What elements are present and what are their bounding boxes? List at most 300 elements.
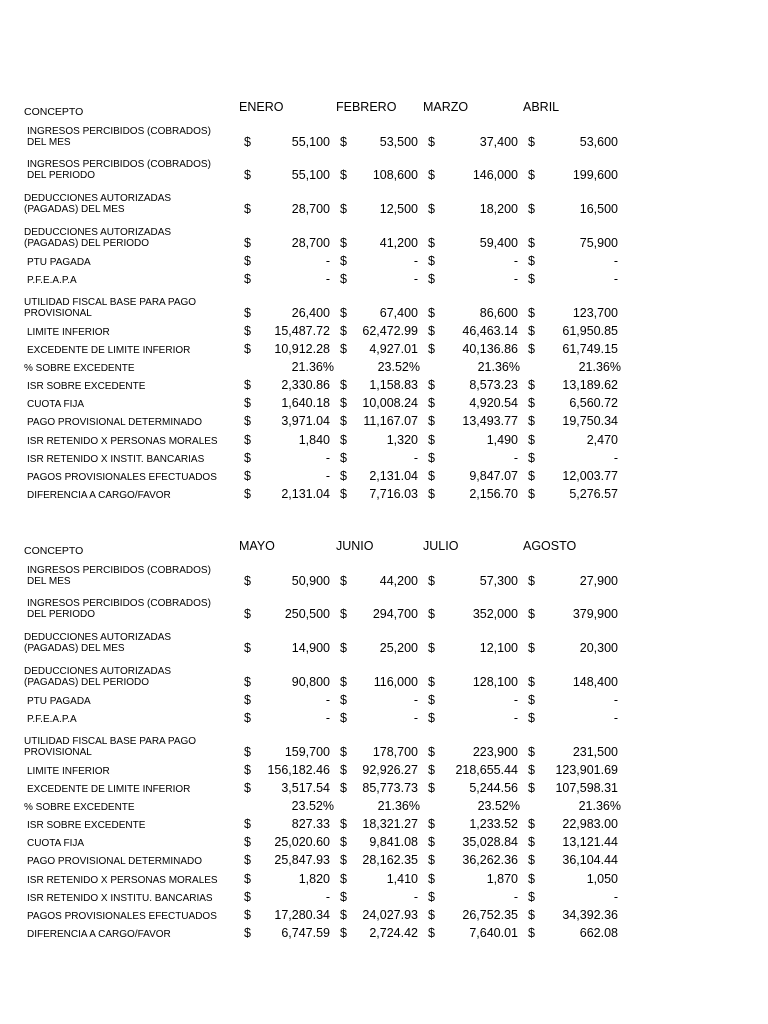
- currency-symbol: $: [428, 745, 435, 759]
- cell-value: 2,470: [586, 433, 618, 447]
- cell-value: -: [413, 711, 418, 725]
- currency-symbol: $: [244, 306, 251, 320]
- currency-symbol: $: [340, 396, 347, 410]
- currency-symbol: $: [340, 872, 347, 886]
- currency-symbol: $: [340, 324, 347, 338]
- currency-symbol: $: [244, 378, 251, 392]
- currency-symbol: $: [244, 254, 251, 268]
- cell-value: 15,487.72: [274, 324, 330, 338]
- cell-value: 250,500: [284, 607, 330, 621]
- currency-symbol: $: [428, 781, 435, 795]
- currency-symbol: $: [340, 433, 347, 447]
- cell-value: 116,000: [373, 675, 418, 689]
- currency-symbol: $: [528, 872, 535, 886]
- row-label: % SOBRE EXCEDENTE: [24, 363, 135, 374]
- currency-symbol: $: [428, 202, 435, 216]
- cell-value: 1,410: [386, 872, 418, 886]
- month-header: ABRIL: [523, 100, 560, 114]
- currency-symbol: $: [528, 853, 535, 867]
- cell-value: 18,321.27: [362, 817, 418, 831]
- cell-value: 7,640.01: [469, 926, 518, 940]
- cell-value: 1,050: [586, 872, 618, 886]
- cell-value: 27,900: [579, 574, 618, 588]
- currency-symbol: $: [340, 641, 347, 655]
- cell-value: 1,158.83: [369, 378, 418, 392]
- currency-symbol: $: [340, 306, 347, 320]
- cell-value: 352,000: [472, 607, 518, 621]
- currency-symbol: $: [528, 378, 535, 392]
- cell-value: -: [325, 711, 330, 725]
- cell-value: 35,028.84: [462, 835, 518, 849]
- currency-symbol: $: [340, 342, 347, 356]
- cell-value: 14,900: [291, 641, 330, 655]
- cell-value: 148,400: [572, 675, 618, 689]
- row-label: PAGO PROVISIONAL DETERMINADO: [27, 417, 203, 428]
- currency-symbol: $: [244, 487, 251, 501]
- currency-symbol: $: [428, 469, 435, 483]
- currency-symbol: $: [428, 414, 435, 428]
- cell-value: 50,900: [291, 574, 330, 588]
- cell-value: 108,600: [372, 168, 418, 182]
- cell-value: 41,200: [379, 236, 418, 250]
- currency-symbol: $: [340, 487, 347, 501]
- currency-symbol: $: [340, 135, 347, 149]
- cell-value: 37,400: [479, 135, 518, 149]
- currency-symbol: $: [244, 574, 251, 588]
- currency-symbol: $: [244, 675, 251, 689]
- cell-value: 13,121.44: [562, 835, 618, 849]
- cell-value: 16,500: [579, 202, 618, 216]
- currency-symbol: $: [528, 135, 535, 149]
- currency-symbol: $: [528, 469, 535, 483]
- cell-value: 4,927.01: [369, 342, 418, 356]
- currency-symbol: $: [244, 763, 251, 777]
- row-label: DIFERENCIA A CARGO/FAVOR: [27, 490, 171, 501]
- row-label: ISR RETENIDO X INSTITU. BANCARIAS: [27, 893, 213, 904]
- cell-value: 827.33: [291, 817, 330, 831]
- concepto-header: CONCEPTO: [24, 106, 84, 118]
- cell-value: -: [613, 254, 618, 268]
- currency-symbol: $: [340, 711, 347, 725]
- currency-symbol: $: [428, 574, 435, 588]
- cell-value: 12,500: [379, 202, 418, 216]
- cell-value: 2,131.04: [369, 469, 418, 483]
- percent-value: 23.52%: [291, 799, 334, 813]
- cell-value: 7,716.03: [369, 487, 418, 501]
- cell-value: 6,560.72: [569, 396, 618, 410]
- currency-symbol: $: [340, 202, 347, 216]
- currency-symbol: $: [340, 168, 347, 182]
- cell-value: -: [513, 890, 518, 904]
- currency-symbol: $: [244, 641, 251, 655]
- row-label: PAGOS PROVISIONALES EFECTUADOS: [27, 911, 217, 922]
- row-label: DEDUCCIONES AUTORIZADAS (PAGADAS) DEL PERIODO: [24, 666, 172, 688]
- currency-symbol: $: [244, 872, 251, 886]
- cell-value: 2,131.04: [281, 487, 330, 501]
- cell-value: 11,167.07: [363, 414, 418, 428]
- cell-value: 4,920.54: [469, 396, 518, 410]
- row-label: EXCEDENTE DE LIMITE INFERIOR: [27, 784, 191, 795]
- cell-value: 1,840: [298, 433, 330, 447]
- currency-symbol: $: [428, 890, 435, 904]
- currency-symbol: $: [428, 306, 435, 320]
- row-label: DEDUCCIONES AUTORIZADAS (PAGADAS) DEL MES: [24, 193, 172, 215]
- cell-value: -: [513, 693, 518, 707]
- percent-value: 21.36%: [291, 360, 334, 374]
- cell-value: -: [613, 272, 618, 286]
- cell-value: 3,517.54: [281, 781, 330, 795]
- cell-value: 36,104.44: [562, 853, 618, 867]
- currency-symbol: $: [428, 763, 435, 777]
- cell-value: 55,100: [291, 135, 330, 149]
- currency-symbol: $: [428, 926, 435, 940]
- currency-symbol: $: [340, 926, 347, 940]
- cell-value: 8,573.23: [469, 378, 518, 392]
- currency-symbol: $: [428, 324, 435, 338]
- currency-symbol: $: [340, 763, 347, 777]
- cell-value: 218,655.44: [455, 763, 518, 777]
- cell-value: 55,100: [291, 168, 330, 182]
- cell-value: 61,950.85: [562, 324, 618, 338]
- cell-value: 40,136.86: [462, 342, 518, 356]
- row-label: INGRESOS PERCIBIDOS (COBRADOS) DEL MES: [27, 126, 211, 148]
- currency-symbol: $: [528, 306, 535, 320]
- currency-symbol: $: [528, 607, 535, 621]
- currency-symbol: $: [528, 324, 535, 338]
- currency-symbol: $: [340, 853, 347, 867]
- currency-symbol: $: [244, 835, 251, 849]
- cell-value: 107,598.31: [555, 781, 618, 795]
- cell-value: 1,490: [486, 433, 518, 447]
- currency-symbol: $: [244, 202, 251, 216]
- currency-symbol: $: [528, 433, 535, 447]
- currency-symbol: $: [340, 890, 347, 904]
- table-header-row: [0, 102, 768, 122]
- currency-symbol: $: [428, 236, 435, 250]
- currency-symbol: $: [428, 693, 435, 707]
- currency-symbol: $: [244, 451, 251, 465]
- cell-value: 25,200: [379, 641, 418, 655]
- currency-symbol: $: [428, 135, 435, 149]
- currency-symbol: $: [340, 745, 347, 759]
- currency-symbol: $: [340, 908, 347, 922]
- cell-value: 5,276.57: [569, 487, 618, 501]
- currency-symbol: $: [244, 396, 251, 410]
- cell-value: 85,773.73: [362, 781, 418, 795]
- row-label: LIMITE INFERIOR: [27, 327, 110, 338]
- cell-value: -: [613, 451, 618, 465]
- cell-value: 22,983.00: [562, 817, 618, 831]
- currency-symbol: $: [340, 378, 347, 392]
- cell-value: 25,020.60: [274, 835, 330, 849]
- row-label: INGRESOS PERCIBIDOS (COBRADOS) DEL MES: [27, 565, 211, 587]
- cell-value: 1,640.18: [281, 396, 330, 410]
- currency-symbol: $: [244, 324, 251, 338]
- currency-symbol: $: [528, 254, 535, 268]
- row-label: ISR RETENIDO X PERSONAS MORALES: [27, 436, 218, 447]
- currency-symbol: $: [244, 908, 251, 922]
- cell-value: -: [413, 890, 418, 904]
- cell-value: 1,870: [486, 872, 518, 886]
- row-label: INGRESOS PERCIBIDOS (COBRADOS) DEL PERIODO: [27, 598, 211, 620]
- cell-value: -: [513, 451, 518, 465]
- cell-value: 146,000: [472, 168, 518, 182]
- cell-value: 24,027.93: [362, 908, 418, 922]
- currency-symbol: $: [528, 168, 535, 182]
- percent-value: 23.52%: [377, 360, 420, 374]
- cell-value: 1,820: [298, 872, 330, 886]
- currency-symbol: $: [428, 817, 435, 831]
- currency-symbol: $: [528, 693, 535, 707]
- cell-value: 123,700: [572, 306, 618, 320]
- cell-value: -: [325, 693, 330, 707]
- percent-value: 23.52%: [477, 799, 520, 813]
- percent-value: 21.36%: [477, 360, 520, 374]
- currency-symbol: $: [428, 835, 435, 849]
- currency-symbol: $: [428, 254, 435, 268]
- cell-value: 46,463.14: [462, 324, 518, 338]
- currency-symbol: $: [528, 817, 535, 831]
- currency-symbol: $: [244, 781, 251, 795]
- month-header: AGOSTO: [523, 539, 577, 553]
- currency-symbol: $: [340, 817, 347, 831]
- currency-symbol: $: [428, 853, 435, 867]
- cell-value: -: [325, 451, 330, 465]
- currency-symbol: $: [528, 487, 535, 501]
- month-header: JUNIO: [336, 539, 374, 553]
- cell-value: -: [613, 890, 618, 904]
- currency-symbol: $: [428, 711, 435, 725]
- cell-value: 18,200: [479, 202, 518, 216]
- cell-value: 9,841.08: [369, 835, 418, 849]
- cell-value: 67,400: [379, 306, 418, 320]
- currency-symbol: $: [528, 414, 535, 428]
- month-header: FEBRERO: [336, 100, 397, 114]
- cell-value: -: [513, 711, 518, 725]
- currency-symbol: $: [340, 272, 347, 286]
- currency-symbol: $: [528, 641, 535, 655]
- cell-value: -: [325, 890, 330, 904]
- cell-value: 25,847.93: [274, 853, 330, 867]
- cell-value: 223,900: [472, 745, 518, 759]
- currency-symbol: $: [528, 781, 535, 795]
- currency-symbol: $: [340, 414, 347, 428]
- cell-value: 53,500: [379, 135, 418, 149]
- currency-symbol: $: [244, 168, 251, 182]
- currency-symbol: $: [428, 908, 435, 922]
- currency-symbol: $: [244, 414, 251, 428]
- table-header-row: [0, 541, 768, 561]
- cell-value: 26,400: [291, 306, 330, 320]
- currency-symbol: $: [528, 890, 535, 904]
- month-header: MAYO: [239, 539, 275, 553]
- currency-symbol: $: [244, 342, 251, 356]
- cell-value: 662.08: [579, 926, 618, 940]
- month-header: ENERO: [239, 100, 284, 114]
- cell-value: 231,500: [572, 745, 618, 759]
- cell-value: -: [325, 469, 330, 483]
- currency-symbol: $: [340, 254, 347, 268]
- currency-symbol: $: [428, 487, 435, 501]
- currency-symbol: $: [340, 675, 347, 689]
- concepto-header: CONCEPTO: [24, 545, 84, 557]
- cell-value: -: [413, 451, 418, 465]
- row-label: ISR RETENIDO X INSTIT. BANCARIAS: [27, 454, 205, 465]
- cell-value: 28,700: [291, 236, 330, 250]
- cell-value: 92,926.27: [362, 763, 418, 777]
- currency-symbol: $: [340, 693, 347, 707]
- currency-symbol: $: [528, 272, 535, 286]
- cell-value: 13,493.77: [462, 414, 518, 428]
- currency-symbol: $: [244, 745, 251, 759]
- cell-value: 2,330.86: [281, 378, 330, 392]
- currency-symbol: $: [428, 675, 435, 689]
- currency-symbol: $: [528, 342, 535, 356]
- row-label: % SOBRE EXCEDENTE: [24, 802, 135, 813]
- cell-value: 61,749.15: [562, 342, 618, 356]
- currency-symbol: $: [340, 835, 347, 849]
- cell-value: 2,156.70: [469, 487, 518, 501]
- row-label: PAGO PROVISIONAL DETERMINADO: [27, 856, 203, 867]
- cell-value: 199,600: [572, 168, 618, 182]
- cell-value: 20,300: [579, 641, 618, 655]
- currency-symbol: $: [340, 469, 347, 483]
- currency-symbol: $: [244, 890, 251, 904]
- cell-value: 59,400: [479, 236, 518, 250]
- cell-value: -: [413, 693, 418, 707]
- row-label: INGRESOS PERCIBIDOS (COBRADOS) DEL PERIODO: [27, 159, 211, 181]
- cell-value: 12,100: [479, 641, 518, 655]
- cell-value: 1,233.52: [469, 817, 518, 831]
- cell-value: -: [613, 711, 618, 725]
- cell-value: 36,262.36: [462, 853, 518, 867]
- row-label: UTILIDAD FISCAL BASE PARA PAGO PROVISIONAL: [24, 736, 197, 758]
- currency-symbol: $: [244, 272, 251, 286]
- cell-value: -: [413, 254, 418, 268]
- cell-value: 294,700: [372, 607, 418, 621]
- cell-value: 86,600: [479, 306, 518, 320]
- percent-value: 21.36%: [578, 799, 621, 813]
- cell-value: 34,392.36: [562, 908, 618, 922]
- currency-symbol: $: [244, 236, 251, 250]
- cell-value: 10,912.28: [274, 342, 330, 356]
- percent-value: 21.36%: [377, 799, 420, 813]
- cell-value: 17,280.34: [274, 908, 330, 922]
- currency-symbol: $: [528, 908, 535, 922]
- cell-value: 44,200: [379, 574, 418, 588]
- currency-symbol: $: [528, 675, 535, 689]
- cell-value: -: [325, 272, 330, 286]
- cell-value: 178,700: [372, 745, 418, 759]
- cell-value: 75,900: [579, 236, 618, 250]
- cell-value: 57,300: [479, 574, 518, 588]
- currency-symbol: $: [340, 607, 347, 621]
- row-label: ISR RETENIDO X PERSONAS MORALES: [27, 875, 218, 886]
- currency-symbol: $: [340, 574, 347, 588]
- cell-value: 123,901.69: [555, 763, 618, 777]
- currency-symbol: $: [528, 745, 535, 759]
- cell-value: 6,747.59: [281, 926, 330, 940]
- currency-symbol: $: [428, 378, 435, 392]
- currency-symbol: $: [528, 236, 535, 250]
- cell-value: 28,700: [291, 202, 330, 216]
- currency-symbol: $: [244, 853, 251, 867]
- currency-symbol: $: [244, 711, 251, 725]
- currency-symbol: $: [340, 451, 347, 465]
- row-label: UTILIDAD FISCAL BASE PARA PAGO PROVISIONAL: [24, 297, 197, 319]
- row-label: PTU PAGADA: [27, 257, 91, 268]
- row-label: P.F.E.A.P.A: [27, 275, 77, 286]
- currency-symbol: $: [244, 433, 251, 447]
- cell-value: 159,700: [284, 745, 330, 759]
- currency-symbol: $: [244, 135, 251, 149]
- row-label: PAGOS PROVISIONALES EFECTUADOS: [27, 472, 217, 483]
- currency-symbol: $: [528, 574, 535, 588]
- cell-value: -: [325, 254, 330, 268]
- row-label: CUOTA FIJA: [27, 838, 85, 849]
- cell-value: 19,750.34: [562, 414, 618, 428]
- currency-symbol: $: [244, 469, 251, 483]
- currency-symbol: $: [428, 451, 435, 465]
- cell-value: 3,971.04: [281, 414, 330, 428]
- cell-value: -: [513, 254, 518, 268]
- currency-symbol: $: [528, 926, 535, 940]
- cell-value: 156,182.46: [267, 763, 330, 777]
- currency-symbol: $: [428, 168, 435, 182]
- cell-value: -: [513, 272, 518, 286]
- currency-symbol: $: [340, 236, 347, 250]
- percent-value: 21.36%: [578, 360, 621, 374]
- row-label: DIFERENCIA A CARGO/FAVOR: [27, 929, 171, 940]
- row-label: ISR SOBRE EXCEDENTE: [27, 820, 146, 831]
- currency-symbol: $: [528, 835, 535, 849]
- cell-value: 28,162.35: [362, 853, 418, 867]
- cell-value: -: [413, 272, 418, 286]
- row-label: P.F.E.A.P.A: [27, 714, 77, 725]
- currency-symbol: $: [244, 693, 251, 707]
- row-label: ISR SOBRE EXCEDENTE: [27, 381, 146, 392]
- currency-symbol: $: [428, 433, 435, 447]
- row-label: EXCEDENTE DE LIMITE INFERIOR: [27, 345, 191, 356]
- cell-value: 12,003.77: [562, 469, 618, 483]
- currency-symbol: $: [244, 926, 251, 940]
- cell-value: 5,244.56: [469, 781, 518, 795]
- cell-value: 90,800: [291, 675, 330, 689]
- row-label: CUOTA FIJA: [27, 399, 85, 410]
- currency-symbol: $: [428, 396, 435, 410]
- currency-symbol: $: [340, 781, 347, 795]
- row-label: DEDUCCIONES AUTORIZADAS (PAGADAS) DEL PERIODO: [24, 227, 172, 249]
- currency-symbol: $: [428, 342, 435, 356]
- row-label: PTU PAGADA: [27, 696, 91, 707]
- currency-symbol: $: [528, 202, 535, 216]
- cell-value: 2,724.42: [369, 926, 418, 940]
- currency-symbol: $: [428, 607, 435, 621]
- month-header: MARZO: [423, 100, 469, 114]
- month-header: JULIO: [423, 539, 459, 553]
- currency-symbol: $: [428, 872, 435, 886]
- currency-symbol: $: [528, 451, 535, 465]
- cell-value: 62,472.99: [362, 324, 418, 338]
- row-label: LIMITE INFERIOR: [27, 766, 110, 777]
- currency-symbol: $: [528, 396, 535, 410]
- cell-value: -: [613, 693, 618, 707]
- cell-value: 10,008.24: [362, 396, 418, 410]
- cell-value: 9,847.07: [469, 469, 518, 483]
- currency-symbol: $: [244, 817, 251, 831]
- cell-value: 1,320: [386, 433, 418, 447]
- row-label: DEDUCCIONES AUTORIZADAS (PAGADAS) DEL MES: [24, 632, 172, 654]
